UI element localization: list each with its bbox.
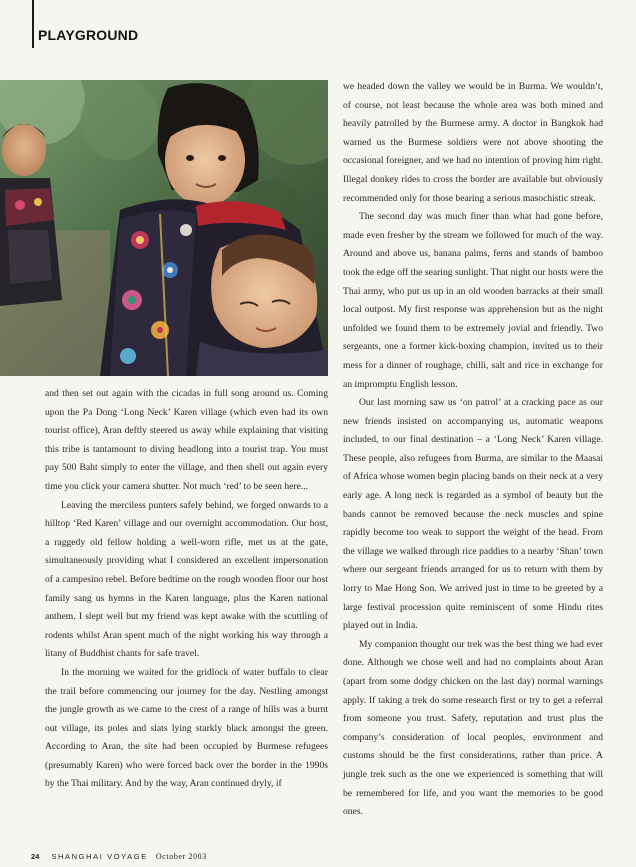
article-paragraph: and then set out again with the cicadas in full song around us. Coming upon the Pa Dong ‘Long Neck’ Karen village (which even had its own tourist office), Aran deftly steered us away while explaining that visiting this tribe is tantamount to diving headlong into a tourist trap. You must pay 500 Baht simply to enter the village, and then shell out again every time you click your camera shutter. Not much ‘red’ to be seen here... <box>45 388 328 492</box>
article-paragraph: The second day was much finer than what had gone before, made even fresher by the stream we followed for much of the way. Around and above us, banana palms, ferns and stands of bamboo took the edge off the searing sunlight. That night our hosts were the Thai army, who put us up in an old wooden barracks at their small local outpost. My first response was apprehension but as the night unfolded we found them to be extremely jovial and friendly. Two sergeants, one a former kick-boxing champion, invited us to their mess for a dinner of roughage, chilli, salt and rice in exchange for an impromptu English lesson. <box>343 211 603 390</box>
magazine-name: SHANGHAI VOYAGE <box>51 852 148 861</box>
section-title: PLAYGROUND <box>38 27 139 43</box>
article-paragraph: Leaving the merciless punters safely behind, we forged onwards to a hilltop ‘Red Karen’ village and our overnight accommodation. Our host, a raggedy old fellow holding a well-worn rifle, met us at the gate, simultaneously providing what I considered an excellent impersonation of a campesino rebel. Before bedtime on the rough wooden floor our host family sang us hymns in the Karen language, plus the Karen national anthem. I slept well but my friend was kept awake with the scuttling of rodents whilst Aran spent much of the night working his way through a litany of Buddhist chants for safe travel. <box>45 499 328 660</box>
article-paragraph: In the morning we waited for the gridlock of water buffalo to clear the trail before commencing our journey for the day. Nestling amongst the jungle growth as we came to the crest of a range of hills was a burnt out village, its poles and slats lying starkly black amongst the green. According to Aran, the site had been occupied by Burmese refugees (presumably Karen) who were forced back over the border in the 1990s by the Thai military. And by the way, Aran continued dryly, if <box>45 666 328 790</box>
article-paragraph: Our last morning saw us ‘on patrol’ at a cracking pace as our new friends insisted on accompanying us, automatic weapons included, to our final destination – a ‘Long Neck’ Karen village. These people, also refugees from Burma, are similar to the Maasai of Africa whose women begin placing bands on their neck at a very early age. A long neck is regarded as a symbol of beauty but the bands cannot be removed because the neck muscles and spine rapidly become too weak to support the weight of the head. From the village we walked through rice paddies to a nearby ‘Shan’ town where our sergeant friends arranged for us to return with them by lorry to Mae Hong Son. We arrived just in time to be greeted by a large festival procession quite reminiscent of some Hindu rites played out in India. <box>343 397 603 632</box>
children-photo <box>0 80 328 376</box>
article-column-left <box>45 385 328 794</box>
article-paragraph: My companion thought our trek was the best thing we had ever done. Although we chose well and had no complaints about Aran (apart from some dodgy chicken on the last day) normal warnings apply. If taking a trek do some research first or try to get a referral from someone you trust. Safety, reputation and trust plus the company’s consideration of local peoples, environment and customs should be the first considerations, rather than price. A jungle trek such as the one we experienced is something that will be remembered for life, and you want the memories to be good ones. <box>343 638 603 818</box>
issue-date: October 2003 <box>155 852 207 861</box>
article-photo <box>0 80 328 376</box>
section-rule <box>32 0 34 48</box>
page-number: 24 <box>31 852 40 861</box>
page-footer <box>31 852 207 861</box>
article-column-right <box>343 78 603 822</box>
article-paragraph: we headed down the valley we would be in Burma. We wouldn’t, of course, not least because the whole area was both mined and heavily patrolled by the Burmese army. A doctor in Bangkok had warned us the Burmese soldiers were not above shooting the occasional foreigner, and we had no intention of proving him right. Illegal donkey rides to cross the border are available but obviously recommended only for those bearing a serious masochistic streak. <box>343 81 603 204</box>
